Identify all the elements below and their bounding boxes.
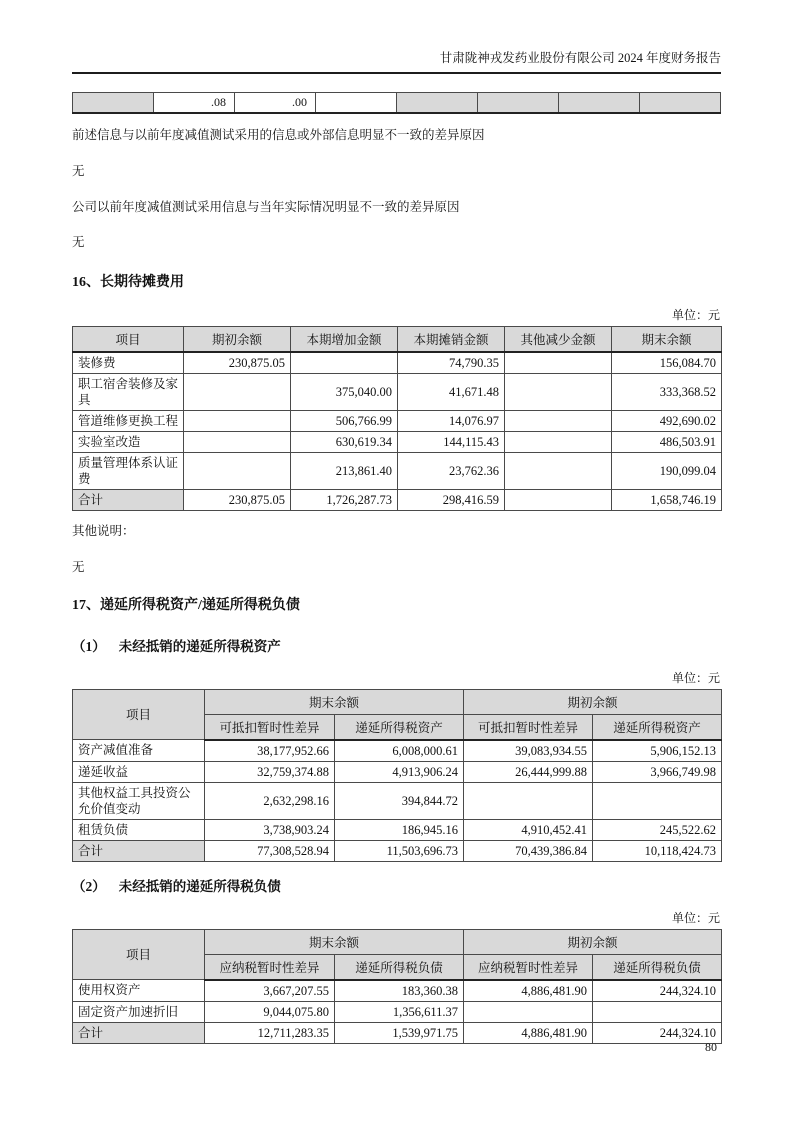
table-row [73,761,722,782]
value-cell: 492,690.02 [612,410,722,431]
page-content [72,0,721,1044]
value-cell: 190,099.04 [612,452,722,489]
deferred-tax-liabilities-table [72,929,722,1044]
row-label-cell: 合计 [73,489,184,510]
column-header: 项目 [73,929,205,980]
value-cell: 298,416.59 [398,489,505,510]
value-cell: 244,324.10 [593,1022,722,1043]
unit-label: 单位：元 [671,910,720,925]
column-header: 项目 [73,326,184,352]
value-cell: 186,945.16 [335,819,464,840]
column-header: 应纳税暂时性差异 [205,954,335,980]
value-cell: 12,711,283.35 [205,1022,335,1043]
value-cell: 9,044,075.80 [205,1001,335,1022]
value-cell: 6,008,000.61 [335,740,464,762]
value-cell: 230,875.05 [184,489,291,510]
table-row [73,740,722,762]
subsection-1-heading [72,638,721,655]
table-row [73,819,722,840]
impairment-answer-1: 无 [72,163,85,178]
value-cell: 4,886,481.90 [464,1022,593,1043]
value-cell: 244,324.10 [593,980,722,1002]
value-cell: 14,076.97 [398,410,505,431]
document-title: 甘肃陇神戎发药业股份有限公司 2024 年度财务报告 [439,51,721,65]
header-row [73,689,722,714]
value-cell [505,352,612,374]
column-header: 可抵扣暂时性差异 [205,714,335,740]
value-cell: 1,539,971.75 [335,1022,464,1043]
row-label-cell: 实验室改造 [73,431,184,452]
value-cell: 5,906,152.13 [593,740,722,762]
row-label-cell: 职工宿舍装修及家具 [73,373,184,410]
column-header: 递延所得税资产 [593,714,722,740]
table-row [73,352,722,374]
document-header [72,0,721,74]
column-header: 递延所得税负债 [335,954,464,980]
row-label-cell: 使用权资产 [73,980,205,1002]
value-cell: 4,886,481.90 [464,980,593,1002]
value-cell [291,352,398,374]
row-label-cell: 资产减值准备 [73,740,205,762]
value-cell [184,452,291,489]
value-cell: 394,844.72 [335,782,464,819]
table-body [73,740,722,862]
value-cell: 3,667,207.55 [205,980,335,1002]
table-row [73,980,722,1002]
value-cell: 506,766.99 [291,410,398,431]
section-16-heading: 16、长期待摊费用 [72,274,184,290]
section-17-heading: 17、递延所得税资产/递延所得税负债 [72,597,300,613]
value-cell: 245,522.62 [593,819,722,840]
value-cell [478,93,559,113]
column-header: 递延所得税负债 [593,954,722,980]
subsection-title: 未经抵销的递延所得税负债 [118,878,281,894]
value-cell [184,431,291,452]
value-cell: 11,503,696.73 [335,840,464,861]
column-header: 可抵扣暂时性差异 [464,714,593,740]
value-cell [505,489,612,510]
value-cell: 38,177,952.66 [205,740,335,762]
value-cell [184,373,291,410]
table-row [73,431,722,452]
other-note-label: 其他说明： [72,523,135,538]
value-cell: 77,308,528.94 [205,840,335,861]
value-cell: 74,790.35 [398,352,505,374]
unit-label: 单位：元 [671,307,720,322]
value-cell [505,431,612,452]
impairment-difference-question-1: 前述信息与以前年度减值测试采用的信息或外部信息明显不一致的差异原因 [72,127,485,142]
other-note-value: 无 [72,559,85,574]
value-cell: 4,910,452.41 [464,819,593,840]
row-label-cell: 其他权益工具投资公允价值变动 [73,782,205,819]
value-cell [464,782,593,819]
impairment-answer-2: 无 [72,234,85,249]
value-cell: 1,658,746.19 [612,489,722,510]
table-total-row [73,1022,722,1043]
value-cell: 23,762.36 [398,452,505,489]
column-header: 递延所得税资产 [335,714,464,740]
value-cell: 213,861.40 [291,452,398,489]
value-cell: 1,726,287.73 [291,489,398,510]
subsection-number: （2） [72,878,106,894]
value-cell [593,782,722,819]
value-cell: 26,444,999.88 [464,761,593,782]
subsection-2-heading [72,878,721,895]
value-cell [559,93,640,113]
column-header: 其他减少金额 [505,326,612,352]
row-label-cell: 租赁负债 [73,819,205,840]
header-row [73,326,722,352]
table-header [73,326,722,352]
row-label-cell: 合计 [73,840,205,861]
table-row [73,93,721,113]
column-group-header: 期初余额 [464,929,722,954]
column-header: 期末余额 [612,326,722,352]
header-row [73,929,722,954]
row-label-cell: 递延收益 [73,761,205,782]
value-cell: 630,619.34 [291,431,398,452]
table-header [73,689,722,740]
value-cell [73,93,154,113]
value-cell [505,373,612,410]
value-cell [316,93,397,113]
value-cell: 2,632,298.16 [205,782,335,819]
value-cell: 70,439,386.84 [464,840,593,861]
column-header: 本期增加金额 [291,326,398,352]
table-row [73,452,722,489]
column-group-header: 期末余额 [205,929,464,954]
value-cell: 156,084.70 [612,352,722,374]
row-label-cell: 管道维修更换工程 [73,410,184,431]
unit-label: 单位：元 [671,670,720,685]
table-row [73,1001,722,1022]
page-number: 80 [705,1040,717,1054]
value-cell [593,1001,722,1022]
row-label-cell: 固定资产加速折旧 [73,1001,205,1022]
column-header: 本期摊销金额 [398,326,505,352]
value-cell: 10,118,424.73 [593,840,722,861]
column-header: 应纳税暂时性差异 [464,954,593,980]
value-cell: 333,368.52 [612,373,722,410]
value-cell: 183,360.38 [335,980,464,1002]
row-label-cell: 装修费 [73,352,184,374]
deferred-tax-assets-table [72,689,722,862]
value-cell: 144,115.43 [398,431,505,452]
table-row [73,782,722,819]
value-cell: 41,671.48 [398,373,505,410]
row-label-cell: 合计 [73,1022,205,1043]
value-cell: .08 [154,93,235,113]
table-row [73,373,722,410]
table-body [73,352,722,511]
value-cell: 32,759,374.88 [205,761,335,782]
value-cell: 39,083,934.55 [464,740,593,762]
column-group-header: 期初余额 [464,689,722,714]
column-header: 项目 [73,689,205,740]
impairment-difference-question-2: 公司以前年度减值测试采用信息与当年实际情况明显不一致的差异原因 [72,199,460,214]
value-cell [397,93,478,113]
table-row [73,410,722,431]
subsection-number: （1） [72,638,106,654]
table-header [73,929,722,980]
table-total-row [73,489,722,510]
column-header: 期初余额 [184,326,291,352]
value-cell: 375,040.00 [291,373,398,410]
value-cell [505,410,612,431]
table-total-row [73,840,722,861]
value-cell: 3,966,749.98 [593,761,722,782]
subsection-title: 未经抵销的递延所得税资产 [118,638,281,654]
value-cell [640,93,721,113]
row-label-cell: 质量管理体系认证费 [73,452,184,489]
value-cell: 230,875.05 [184,352,291,374]
value-cell [184,410,291,431]
value-cell: 3,738,903.24 [205,819,335,840]
long-term-deferred-expenses-table [72,326,722,511]
value-cell [464,1001,593,1022]
table-body [73,980,722,1044]
value-cell: .00 [235,93,316,113]
value-cell [505,452,612,489]
value-cell: 1,356,611.37 [335,1001,464,1022]
column-group-header: 期末余额 [205,689,464,714]
value-cell: 4,913,906.24 [335,761,464,782]
value-cell: 486,503.91 [612,431,722,452]
continued-table-fragment [72,92,721,114]
